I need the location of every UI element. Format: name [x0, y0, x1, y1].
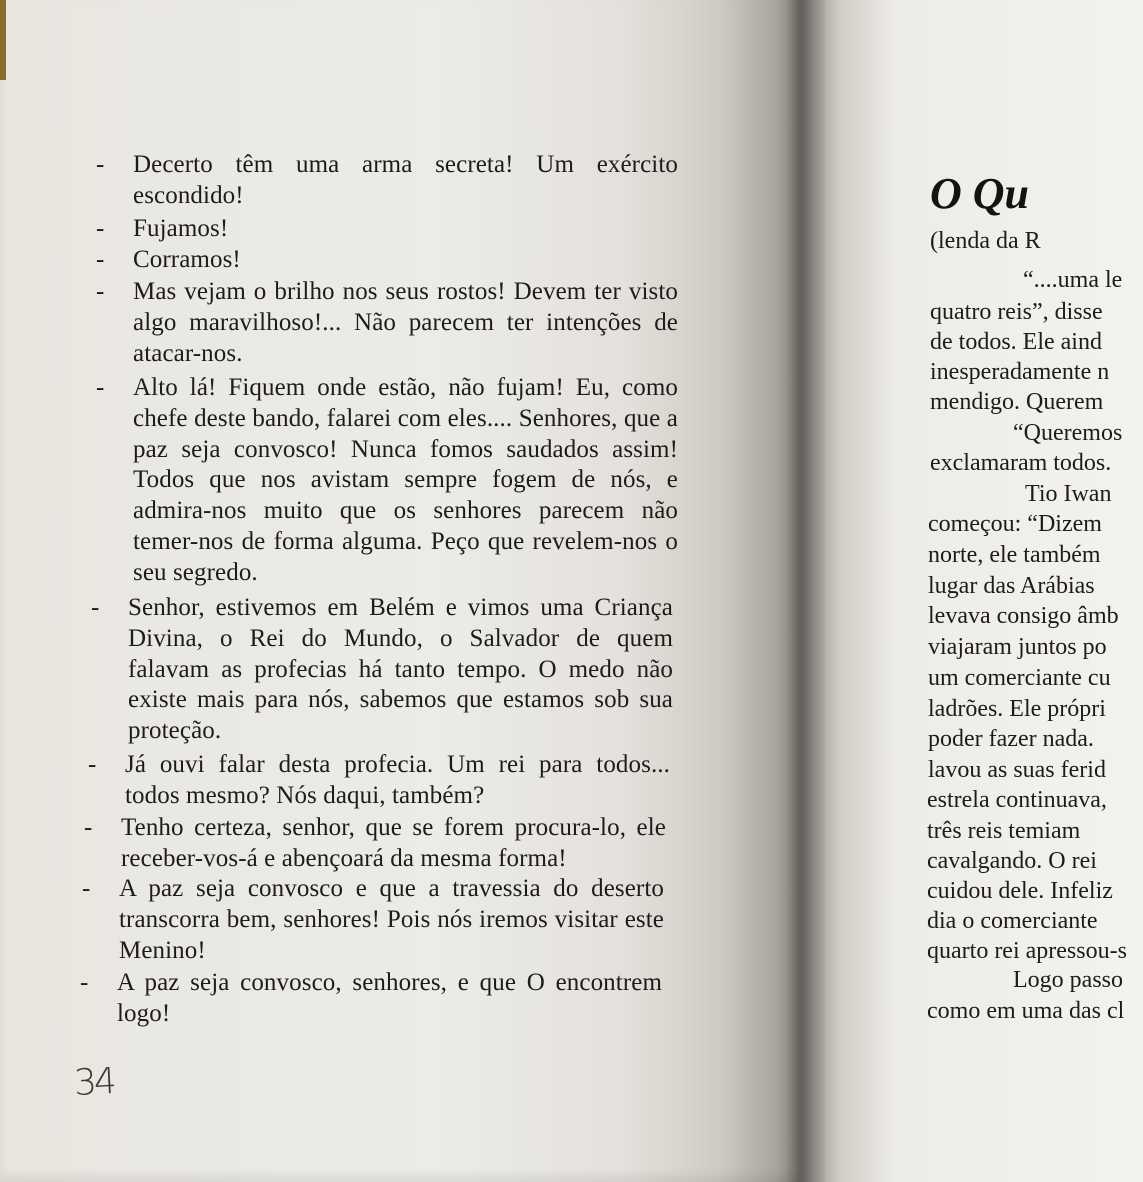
dialogue-text: Fujamos!: [133, 215, 229, 242]
dialogue-line: [96, 373, 678, 589]
text-line: Logo passo: [1013, 967, 1123, 993]
text-line: “....uma le: [1023, 267, 1123, 293]
dialogue-dash: -: [96, 215, 105, 242]
text-line: “Queremos: [1013, 420, 1123, 446]
chapter-title: O Qu: [930, 169, 1030, 218]
dialogue-line: [96, 150, 678, 212]
text-line: ladrões. Ele própri: [928, 696, 1106, 722]
dialogue-text: Mas vejam o brilho nos seus rostos! Devem ter visto algo maravilhoso!... Não parecem ter intenções de atacar-nos.: [133, 278, 678, 367]
dialogue-dash: -: [91, 594, 100, 621]
text-line: exclamaram todos.: [930, 450, 1112, 476]
dialogue-line: [80, 968, 662, 1030]
dialogue-line: [96, 214, 678, 245]
dialogue-dash: -: [88, 751, 97, 778]
text-line: quatro reis”, disse: [930, 299, 1103, 325]
text-line: de todos. Ele aind: [930, 329, 1102, 355]
dialogue-line: [96, 245, 678, 276]
dialogue-text: Já ouvi falar desta profecia. Um rei para todos... todos mesmo? Nós daqui, também?: [125, 751, 670, 809]
text-line: norte, ele também: [928, 542, 1101, 568]
text-line: cavalgando. O rei: [927, 848, 1097, 874]
dialogue-text: Senhor, estivemos em Belém e vimos uma Criança Divina, o Rei do Mundo, o Salvador de quem falavam as profecias há tanto tempo. O medo não existe mais para nós, sabemos que estamos sob sua proteção.: [128, 594, 673, 745]
dialogue-line: [82, 874, 664, 966]
text-line: estrela continuava,: [927, 787, 1107, 813]
dialogue-line: [88, 750, 670, 812]
text-line: um comerciante cu: [928, 665, 1111, 691]
text-line: viajaram juntos po: [928, 634, 1107, 660]
dialogue-line: [91, 593, 673, 747]
dialogue-text: Corramos!: [133, 246, 241, 273]
dialogue-line: [96, 277, 678, 369]
text-line: dia o comerciante: [927, 908, 1098, 934]
text-line: lavou as suas ferid: [928, 757, 1106, 783]
text-line: poder fazer nada.: [928, 726, 1094, 752]
dialogue-dash: -: [82, 875, 91, 902]
dialogue-dash: -: [80, 969, 89, 996]
dialogue-dash: -: [96, 374, 105, 401]
dialogue-text: Alto lá! Fiquem onde estão, não fujam! Eu, como chefe deste bando, falarei com eles.... Senhores, que a paz seja convosco! Nunca fomos saudados assim! Todos que nos avistam sempre fogem de nós, e admira-nos muito que os senhores parecem não temer-nos de forma alguma. Peço que revelem-nos o seu segredo.: [133, 374, 678, 586]
text-line: três reis temiam: [927, 818, 1081, 844]
text-line: cuidou dele. Infeliz: [927, 878, 1113, 904]
text-line: começou: “Dizem: [928, 511, 1102, 537]
page-number: 34: [72, 1060, 115, 1105]
dialogue-text: Decerto têm uma arma secreta! Um exército escondido!: [133, 151, 678, 209]
text-line: mendigo. Querem: [930, 389, 1104, 415]
chapter-subtitle: (lenda da R: [930, 228, 1041, 254]
text-line: inesperadamente n: [930, 359, 1110, 385]
dialogue-text: A paz seja convosco, senhores, e que O encontrem logo!: [117, 969, 662, 1027]
dialogue-text: A paz seja convosco e que a travessia do deserto transcorra bem, senhores! Pois nós iremos visitar este Menino!: [119, 875, 664, 964]
text-line: levava consigo âmb: [928, 603, 1119, 629]
text-line: lugar das Arábias: [928, 573, 1095, 599]
dialogue-dash: -: [84, 814, 93, 841]
dialogue-dash: -: [96, 278, 105, 305]
dialogue-dash: -: [96, 246, 105, 273]
text-line: Tio Iwan: [1025, 481, 1112, 507]
text-line: quarto rei apressou-s: [927, 938, 1127, 964]
dialogue-dash: -: [96, 151, 105, 178]
dialogue-text: Tenho certeza, senhor, que se forem procura-lo, ele receber-vos-á e abençoará da mesma forma!: [121, 814, 666, 872]
dialogue-line: [84, 813, 666, 875]
text-line: como em uma das cl: [927, 998, 1125, 1024]
